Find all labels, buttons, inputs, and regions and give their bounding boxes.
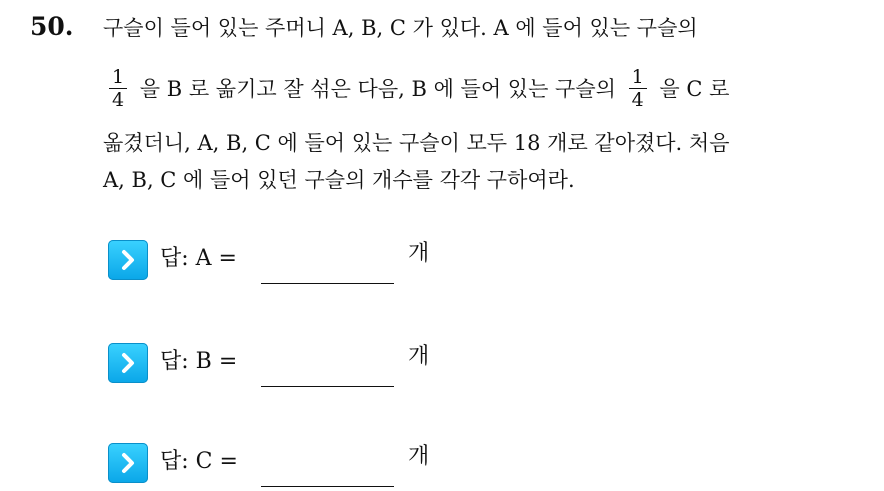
fraction-numerator: 1	[629, 66, 647, 89]
answer-blank-c[interactable]	[261, 486, 394, 487]
fraction-one-quarter	[109, 66, 127, 111]
problem-text-line-2-end: 을 C 로	[659, 77, 730, 101]
problem-text-line-2	[103, 68, 729, 113]
chevron-right-icon[interactable]	[108, 443, 148, 483]
answer-unit-a: 개	[408, 241, 430, 266]
answer-blank-b[interactable]	[261, 386, 394, 387]
answer-row-c	[108, 443, 508, 489]
answer-unit-c: 개	[408, 444, 430, 469]
problem-text-line-3: 옮겼더니, A, B, C 에 들어 있는 구슬이 모두 18 개로 같아졌다. 처음	[103, 131, 730, 155]
chevron-right-icon[interactable]	[108, 240, 148, 280]
problem-text-line-1: 구슬이 들어 있는 주머니 A, B, C 가 있다. A 에 들어 있는 구슬의	[103, 16, 698, 40]
fraction-one-quarter-second	[629, 66, 647, 111]
answer-label-a: 답: A =	[160, 246, 237, 271]
answer-label-c: 답: C =	[160, 449, 238, 474]
fraction-denominator: 4	[112, 89, 125, 111]
answer-label-b: 답: B =	[160, 349, 238, 374]
problem-text-line-2-mid: 을 B 로 옮기고 잘 섞은 다음, B 에 들어 있는 구슬의	[139, 77, 616, 101]
problem-number: 50.	[30, 12, 74, 41]
fraction-denominator: 4	[631, 89, 644, 111]
answer-unit-b: 개	[408, 344, 430, 369]
fraction-numerator: 1	[109, 66, 127, 89]
answer-row-b	[108, 343, 508, 389]
answer-row-a	[108, 240, 508, 286]
chevron-right-icon[interactable]	[108, 343, 148, 383]
problem-text-line-4: A, B, C 에 들어 있던 구슬의 개수를 각각 구하여라.	[103, 168, 575, 192]
problem-block	[0, 0, 884, 200]
answer-blank-a[interactable]	[261, 283, 394, 284]
